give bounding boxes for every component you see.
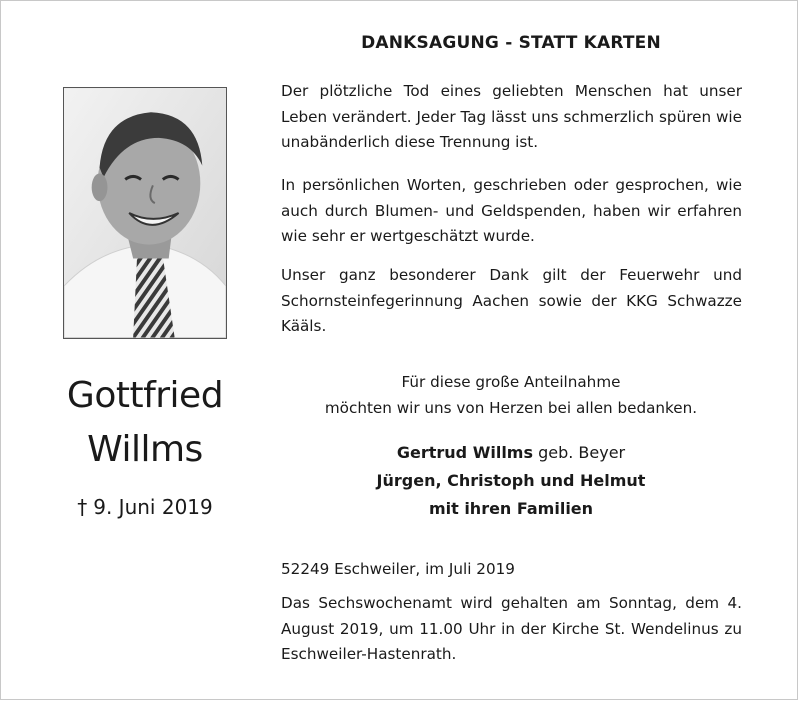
thanks-block xyxy=(281,369,741,421)
thanks-line-2: möchten wir uns von Herzen bei allen bedanken. xyxy=(324,399,698,417)
thanks-line-1: Für diese große Anteilnahme xyxy=(401,373,621,391)
notice-heading: DANKSAGUNG - STATT KARTEN xyxy=(361,33,661,53)
signer-widow xyxy=(281,439,741,467)
portrait-image xyxy=(64,88,226,338)
signers-block xyxy=(281,439,741,523)
signer-children: Jürgen, Christoph und Helmut xyxy=(376,471,646,490)
deceased-first-name: Gottfried xyxy=(66,375,224,416)
service-note: Das Sechswochenamt wird gehalten am Sonntag, dem 4. August 2019, um 11.00 Uhr in der Kirche St. Wendelinus zu Eschweiler-Hastenrath. xyxy=(281,594,742,663)
paragraph-loss: Der plötzliche Tod eines geliebten Menschen hat unser Leben verändert. Jeder Tag lässt uns schmerzlich spüren wie unabänderlich diese Trennung ist. xyxy=(281,82,742,151)
death-date-text: 9. Juni 2019 xyxy=(93,495,213,519)
place-date: 52249 Eschweiler, im Juli 2019 xyxy=(281,560,515,578)
portrait-photo xyxy=(63,87,227,339)
deceased-last-name: Willms xyxy=(87,429,203,470)
cross-icon: † xyxy=(77,495,88,519)
death-date xyxy=(31,495,259,519)
signer-families: mit ihren Familien xyxy=(428,499,594,518)
paragraph-special-thanks: Unser ganz besonderer Dank gilt der Feuerwehr und Schornsteinfegerinnung Aachen sowie der KKG Schwazze Kääls. xyxy=(281,266,742,335)
signer-widow-name: Gertrud Willms xyxy=(396,443,533,462)
paragraph-gratitude: In persönlichen Worten, geschrieben oder gesprochen, wie auch durch Blumen- und Geldspenden, haben wir erfahren wie sehr er wertgeschätzt wurde. xyxy=(281,176,742,245)
signer-widow-maiden: geb. Beyer xyxy=(533,443,626,462)
